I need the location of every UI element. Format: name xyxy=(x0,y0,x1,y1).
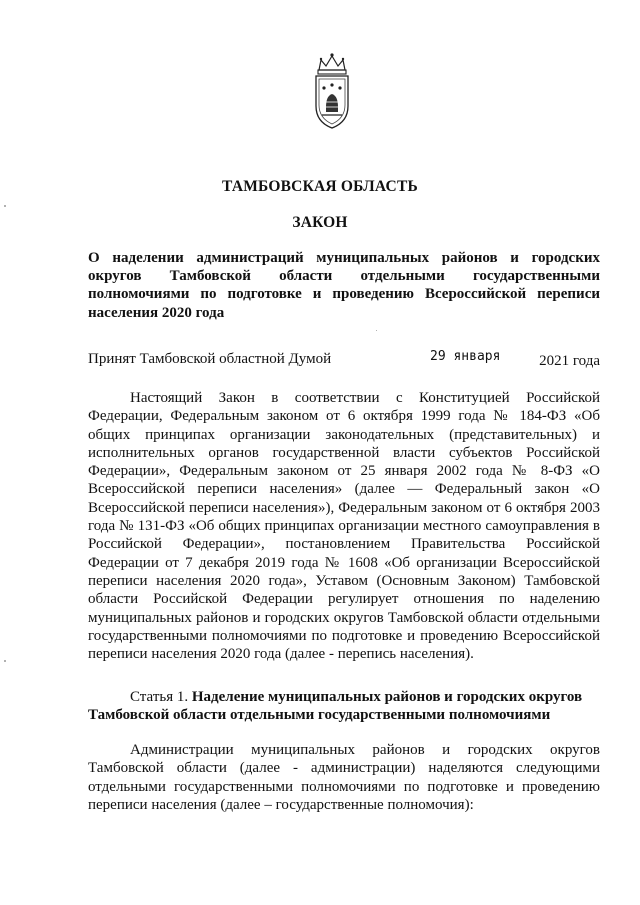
article-1-text: Администрации муниципальных районов и городских округов Тамбовской области (далее - администрации) наделяются следующими отдельными государственными полномочиями по подготовке и проведению переписи населения (далее – государственные полномочия): xyxy=(88,742,600,813)
article-1-heading xyxy=(88,688,600,725)
law-title: О наделении администраций муниципальных районов и городских округов Тамбовской области отдельными государственными полномочиями по подготовке и проведению Всероссийской переписи населения 2020 года xyxy=(88,250,600,321)
scan-mark xyxy=(4,660,6,662)
adoption-label: Принят Тамбовской областной Думой xyxy=(88,351,332,367)
document-type-heading: ЗАКОН xyxy=(292,214,348,231)
adoption-date: 29 января xyxy=(430,349,501,364)
scan-mark xyxy=(376,330,377,331)
coat-of-arms-icon xyxy=(310,52,354,132)
scan-mark xyxy=(4,205,6,207)
region-heading: ТАМБОВСКАЯ ОБЛАСТЬ xyxy=(222,178,418,195)
article-1-title: Наделение муниципальных районов и городских округов Тамбовской области отдельными государственными полномочиями xyxy=(88,689,583,724)
article-1-number: Статья 1. xyxy=(130,689,189,705)
adoption-year: 2021 года xyxy=(539,353,600,369)
adoption-line xyxy=(88,351,600,373)
preamble-paragraph: Настоящий Закон в соответствии с Конституцией Российской Федерации, Федеральным законом от 6 октября 1999 года № 184-ФЗ «Об общих принципах организации законодательных (представительных) и исполнительных органов государственной власти субъектов Российской Федерации», Федеральным законом от 25 января 2002 года № 8-ФЗ «О Всероссийской переписи населения» (далее — Федеральный закон «О Всероссийской переписи населения»), Федеральным законом от 6 октября 2003 года № 131-ФЗ «Об общих принципах организации местного самоуправления в Российской Федерации», постановлением Правительства Российской Федерации от 7 декабря 2019 года № 1608 «Об организации Всероссийской переписи населения 2020 года», Уставом (Основным Законом) Тамбовской области Российской Федерации регулирует отношения по наделению муниципальных районов и городских округов Тамбовской области отдельными государственными полномочиями по подготовке и проведению Всероссийской переписи населения 2020 года (далее - перепись населения). xyxy=(88,390,600,663)
